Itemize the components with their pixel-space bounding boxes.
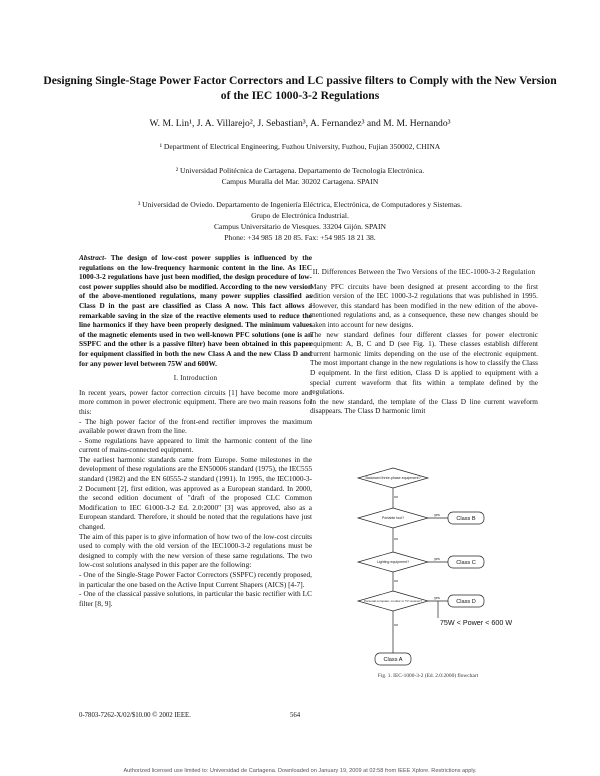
- node-text-3: Lighting equipment?: [376, 560, 410, 564]
- intro-bullet-2: - Some regulations have appeared to limit the harmonic content of the line current of mains-connected equipment.: [79, 435, 312, 455]
- class-a-label: Class A: [383, 657, 403, 663]
- section-1-heading: I. Introduction: [173, 374, 218, 383]
- license-note: Authorized licensed use limited to: Universidad de Cartagena. Downloaded on January 19, 2009 at 02:58 from IEEE Xplore. Restrictions apply.: [123, 768, 477, 774]
- author-list: W. M. Lin¹, J. A. Villarejo², J. Sebastian³, A. Fernandez³ and M. M. Hernando³: [149, 118, 451, 129]
- class-d-label: Class D: [456, 599, 476, 605]
- section-2-paragraph-3: In the new standard, the template of the Class D line current waveform disappears. The Class D harmonic limit: [310, 396, 538, 416]
- class-b-label: Class B: [456, 516, 476, 522]
- no-label-3: no: [394, 579, 398, 583]
- section-2-paragraph-2: The new standard defines four different classes for power electronic equipment: A, B, C and D (see Fig. 1). These classes establish different current harmonic limits depending on the use of the electronic equipment. The most important change in the new regulations is how to classify the Class D equipment. In the first edition, Class D is applied to equipment with a special current waveform that fits within a template defined by the regulations.: [310, 329, 538, 397]
- intro-bullet-1: - The high power factor of the front-end rectifier improves the maximum available power drawn from the line.: [79, 416, 312, 436]
- copyright-line: 0-7803-7262-X/02/$10.00 © 2002 IEEE.: [79, 712, 191, 719]
- class-c-label: Class C: [456, 560, 476, 566]
- affiliation-2: ² Universidad Politécnica de Cartagena. Departamento de Tecnología Electrónica.: [175, 166, 425, 175]
- solution-bullet-1: - One of the Single-Stage Power Factor Correctors (SSPFC) recently proposed, in particular the one based on the Active Input Current Shapers (AICS) [4-7].: [79, 570, 312, 589]
- node-text-1: Balanced three-phase equipment?: [365, 476, 421, 480]
- affiliation-3: ³ Universidad de Oviedo. Departamento de Ingeniería Eléctrica, Electrónica, de Computadores y Sistemas.: [137, 200, 463, 209]
- affiliation-2-address: Campus Muralla del Mar. 30202 Cartagena. SPAIN: [221, 177, 379, 186]
- node-text-4: Personal computer, monitor or TV receiver?: [364, 599, 422, 603]
- solution-bullet-2: - One of the classical passive solutions, in particular the basic rectifier with LC filter [8, 9].: [79, 589, 312, 608]
- left-column: [79, 253, 312, 608]
- no-label-2: no: [394, 537, 398, 541]
- no-label-1: no: [394, 495, 398, 499]
- yes-label-2: yes: [434, 557, 440, 561]
- affiliation-3-contact: Phone: +34 985 18 20 85. Fax: +54 985 18 21 38.: [224, 233, 376, 242]
- affiliation-3-group: Grupo de Electrónica Industrial.: [251, 211, 349, 220]
- paper-title: Designing Single-Stage Power Factor Correctors and LC passive filters to Comply with the New Version of the IEC 1000-3-2 Regulations: [43, 74, 557, 102]
- flowchart-figure: [348, 466, 538, 666]
- flowchart-svg: [348, 466, 538, 666]
- section-2-heading: II. Differences Between the Two Versions of the IEC-1000-3-2 Regulation: [312, 268, 536, 276]
- yes-label-3: yes: [434, 596, 440, 600]
- figure-caption: Fig. 1. IEC-1000-3-2 (Ed. 2.0:2000) flowchart: [377, 673, 479, 679]
- no-label-4: no: [394, 623, 398, 627]
- aim-paragraph: The aim of this paper is to give information of how two of the low-cost circuits used to comply with the old version of the IEC1000-3-2 regulations must be designed to comply with the new version of these same regulations. The two low-cost solutions analysed in this paper are the following:: [79, 531, 312, 570]
- affiliation-1: ¹ Department of Electrical Engineering, Fuzhou University, Fuzhou, Fujian 350002, CHINA: [159, 142, 441, 151]
- intro-paragraph: In recent years, power factor correction circuits [1] have become more and more common in power electronic equipment. There are two main reasons for this:: [79, 387, 312, 416]
- power-range-label: 75W < Power < 600 W: [439, 618, 513, 627]
- right-column: [310, 262, 538, 416]
- abstract-text: The design of low-cost power supplies is influenced by the regulations on the low-frequency harmonic content in the line. As IEC 1000-3-2 regulations have just been modified, the design procedure of low-cost power supplies should also be modified. According to the new version of the above-mentioned regulations, many power supplies classified as Class D in the past are classified as Class A now. This fact allows a remarkable saving in the size of the reactive elements used to reduce the line harmonics if they have been properly designed. The minimum values of the magnetic elements used in two well-known PFC solutions (one is an SSPFC and the other is a passive filter) have been obtained in this paper for equipment classified in both the new Class A and the new Class D and for any power level between 75W and 600W.: [79, 253, 312, 368]
- history-paragraph: The earliest harmonic standards came from Europe. Some milestones in the development of these regulations are the EN50006 standard (1975), the IEC555 standard (1982) and the EN 60555-2 standard (1991). In 1995, the IEC1000-3-2 Document [2], first edition, was approved as a European standard. In 2000, the second edition document of "draft of the proposed CLC Common Modification to IEC 61000-3-2 Ed. 2.0:2000" [3] was approved, also as a European standard. Therefore, it should be noted that the regulations have just changed.: [79, 454, 312, 532]
- node-text-2: Portable tool?: [381, 516, 405, 520]
- abstract: [79, 253, 312, 368]
- affiliation-3-address: Campus Universitario de Viesques. 33204 Gijón. SPAIN: [213, 222, 387, 231]
- page-number: 564: [290, 712, 301, 719]
- abstract-label: Abstract-: [79, 253, 107, 262]
- yes-label-1: yes: [434, 513, 440, 517]
- section-2-paragraph-1: Many PFC circuits have been designed at present according to the first edition version of the IEC 1000-3-2 regulations that was published in 1995. However, this standard has been modified in the new edition of the above-mentioned regulations and, as a consequence, these new changes should be taken into account for new designs.: [310, 281, 538, 329]
